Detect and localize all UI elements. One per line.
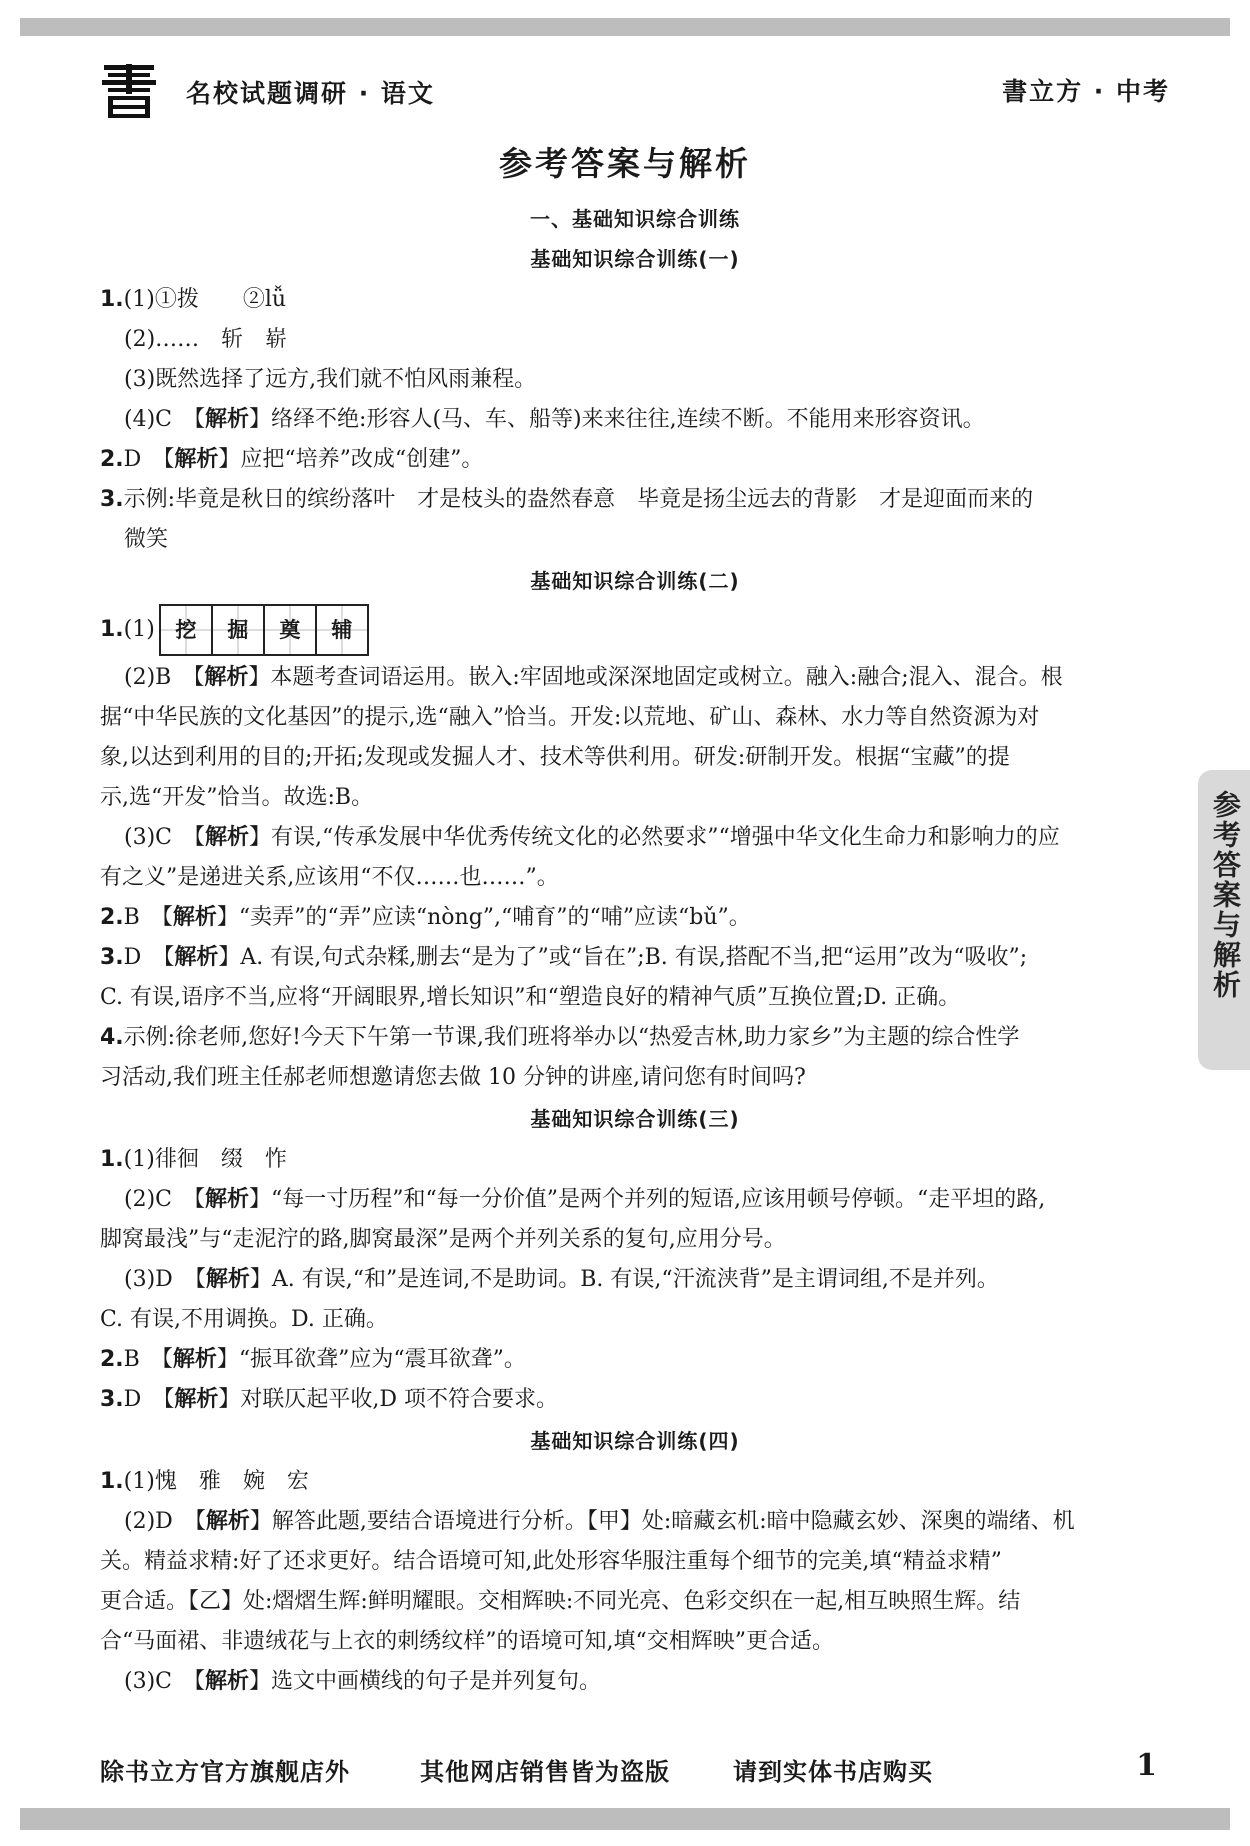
character-box: 奠 bbox=[265, 606, 317, 654]
footer-notice: 请到实体书店购买 bbox=[733, 1758, 933, 1786]
footer-notice: 除书立方官方旗舰店外 bbox=[100, 1758, 350, 1786]
analysis-text: 络绎不绝:形容人(马、车、船等)来来往往,连续不断。不能用来形容资讯。 bbox=[271, 407, 985, 432]
analysis-text: A. 有误,句式杂糅,删去“是为了”或“旨在”;B. 有误,搭配不当,把“运用”改为“吸收”; bbox=[240, 945, 1028, 970]
answer-choice: (4)C bbox=[124, 407, 194, 432]
answer-choice: (2)C bbox=[124, 1187, 194, 1212]
answer-line: 示,选“开发”恰当。故选:B。 bbox=[100, 785, 374, 810]
answer-line: C. 有误,不用调换。D. 正确。 bbox=[100, 1307, 388, 1332]
exercise-heading: 基础知识综合训练(二) bbox=[530, 569, 740, 593]
answer-line: 有之义”是递进关系,应该用“不仅……也……”。 bbox=[100, 865, 559, 890]
analysis-tag: 【解析】 bbox=[194, 1187, 272, 1212]
page-number: 1 bbox=[1136, 1748, 1158, 1783]
analysis-tag: 【解析】 bbox=[193, 665, 271, 690]
answer-line: C. 有误,语序不当,应将“开阔眼界,增长知识”和“塑造良好的精神气质”互换位置;D. 正确。 bbox=[100, 985, 961, 1010]
answer-line bbox=[100, 1462, 1170, 1502]
answer-choice: (3)C bbox=[124, 825, 194, 850]
answer-line bbox=[100, 1140, 1170, 1180]
question-number: 2. bbox=[100, 447, 124, 472]
answer-text: (1) bbox=[123, 617, 155, 642]
answer-line bbox=[100, 818, 1170, 858]
question-number: 3. bbox=[100, 945, 124, 970]
analysis-text: 应把“培养”改成“创建”。 bbox=[240, 447, 484, 472]
question-number: 1. bbox=[100, 1147, 124, 1172]
analysis-text: 解答此题,要结合语境进行分析。【甲】处:暗藏玄机:暗中隐藏玄妙、深奥的端绪、机 bbox=[271, 1509, 1075, 1534]
answer-choice: (2)B bbox=[124, 665, 194, 690]
analysis-tag: 【解析】 bbox=[194, 407, 272, 432]
answer-line bbox=[100, 1380, 1170, 1420]
analysis-tag: 【解析】 bbox=[161, 1347, 239, 1372]
answer-line: 脚窝最浅”与“走泥泞的路,脚窝最深”是两个并列关系的复句,应用分号。 bbox=[100, 1227, 786, 1252]
side-section-tab bbox=[1198, 770, 1250, 1070]
character-box: 辅 bbox=[317, 606, 367, 654]
answer-line bbox=[100, 1662, 1170, 1702]
answer-line: 习活动,我们班主任郝老师想邀请您去做 10 分钟的讲座,请问您有时间吗? bbox=[100, 1065, 806, 1090]
answer-choice: (2)D bbox=[124, 1509, 195, 1534]
page-header bbox=[100, 62, 1170, 122]
question-number: 1. bbox=[100, 287, 124, 312]
brand-name: 書立方 · 中考 bbox=[1002, 77, 1170, 106]
analysis-text: 本题考查词语运用。嵌入:牢固地或深深地固定或树立。融入:融合;混入、混合。根 bbox=[270, 665, 1063, 690]
answer-text: 示例:毕竟是秋日的缤纷落叶 才是枝头的盎然春意 毕竟是扬尘远去的背影 才是迎面而来的 bbox=[123, 487, 1034, 512]
analysis-text: 有误,“传承发展中华优秀传统文化的必然要求”“增强中华文化生命力和影响力的应 bbox=[271, 825, 1060, 850]
analysis-text: “卖弄”的“弄”应读“nòng”,“哺育”的“哺”应读“bǔ”。 bbox=[238, 905, 751, 930]
answer-text: (1)①拨 ②lǚ bbox=[123, 287, 287, 312]
answer-line: (2)…… 斩 崭 bbox=[124, 327, 288, 352]
page-title: 参考答案与解析 bbox=[499, 144, 751, 183]
answer-choice: B bbox=[123, 905, 162, 930]
exercise-heading: 基础知识综合训练(一) bbox=[530, 247, 740, 271]
question-number: 3. bbox=[100, 1387, 124, 1412]
analysis-tag: 【解析】 bbox=[161, 905, 239, 930]
answer-line bbox=[100, 1502, 1170, 1542]
answer-line bbox=[100, 898, 1170, 938]
answer-choice: D bbox=[123, 945, 164, 970]
answer-line: 合“马面裙、非遗绒花与上衣的刺绣纹样”的语境可知,填“交相辉映”更合适。 bbox=[100, 1629, 834, 1654]
answer-line bbox=[100, 602, 1170, 658]
answer-line bbox=[100, 1018, 1170, 1058]
answer-line bbox=[100, 1260, 1170, 1300]
exercise-heading: 基础知识综合训练(四) bbox=[530, 1429, 740, 1453]
analysis-tag: 【解析】 bbox=[194, 1509, 272, 1534]
question-number: 1. bbox=[100, 1469, 124, 1494]
section-heading: 一、基础知识综合训练 bbox=[530, 207, 740, 231]
answer-line bbox=[100, 1340, 1170, 1380]
answer-choice: (3)D bbox=[124, 1267, 195, 1292]
answer-line bbox=[100, 440, 1170, 480]
answer-line: 更合适。【乙】处:熠熠生辉:鲜明耀眼。交相辉映:不同光亮、色彩交织在一起,相互映照生辉。结 bbox=[100, 1589, 1021, 1614]
analysis-text: “每一寸历程”和“每一分价值”是两个并列的短语,应该用顿号停顿。“走平坦的路, bbox=[271, 1187, 1046, 1212]
question-number: 2. bbox=[100, 1347, 124, 1372]
character-box: 掘 bbox=[213, 606, 265, 654]
question-number: 4. bbox=[100, 1025, 124, 1050]
answer-line bbox=[100, 480, 1170, 520]
analysis-tag: 【解析】 bbox=[194, 825, 272, 850]
answer-text: (1)徘徊 缀 怍 bbox=[123, 1147, 287, 1172]
answer-choice: D bbox=[123, 447, 164, 472]
analysis-tag: 【解析】 bbox=[194, 1669, 272, 1694]
answer-line: 关。精益求精:好了还求更好。结合语境可知,此处形容华服注重每个细节的完美,填“精益求精” bbox=[100, 1549, 1002, 1574]
answer-line bbox=[100, 400, 1170, 440]
answer-line: 微笑 bbox=[124, 527, 169, 552]
answer-line: 象,以达到利用的目的;开拓;发现或发掘人才、技术等供利用。研发:研制开发。根据“宝藏”的提 bbox=[100, 745, 1010, 770]
answer-choice: (3)C bbox=[124, 1669, 194, 1694]
answer-line bbox=[100, 280, 1170, 320]
analysis-tag: 【解析】 bbox=[194, 1267, 272, 1292]
series-title: 名校试题调研 · 语文 bbox=[186, 79, 435, 108]
answer-text: 示例:徐老师,您好!今天下午第一节课,我们班将举办以“热爱吉林,助力家乡”为主题的综合性学 bbox=[123, 1025, 1020, 1050]
shu-logo-icon bbox=[100, 62, 158, 120]
analysis-text: 选文中画横线的句子是并列复句。 bbox=[271, 1669, 602, 1694]
footer-notice: 其他网店销售皆为盗版 bbox=[420, 1758, 670, 1786]
answer-line: 据“中华民族的文化基因”的提示,选“融入”恰当。开发:以荒地、矿山、森林、水力等自然资源为对 bbox=[100, 705, 1040, 730]
exercise-heading: 基础知识综合训练(三) bbox=[530, 1107, 740, 1131]
question-number: 2. bbox=[100, 905, 124, 930]
analysis-text: 对联仄起平收,D 项不符合要求。 bbox=[240, 1387, 558, 1412]
answer-line bbox=[100, 938, 1170, 978]
analysis-text: “振耳欲聋”应为“震耳欲聋”。 bbox=[238, 1347, 526, 1372]
answer-line: (3)既然选择了远方,我们就不怕风雨兼程。 bbox=[124, 367, 537, 392]
character-box: 挖 bbox=[161, 606, 213, 654]
answer-line bbox=[100, 658, 1170, 698]
top-border-bar bbox=[20, 18, 1230, 36]
analysis-tag: 【解析】 bbox=[163, 447, 241, 472]
side-tab-label: 参考答案与解析 bbox=[1209, 790, 1242, 1000]
analysis-text: A. 有误,“和”是连词,不是助词。B. 有误,“汗流浃背”是主谓词组,不是并列。 bbox=[271, 1267, 999, 1292]
answer-choice: B bbox=[123, 1347, 162, 1372]
answer-line bbox=[100, 1180, 1170, 1220]
question-number: 3. bbox=[100, 487, 124, 512]
answer-content bbox=[100, 200, 1170, 1702]
answer-choice: D bbox=[123, 1387, 164, 1412]
bottom-border-bar bbox=[20, 1808, 1230, 1830]
analysis-tag: 【解析】 bbox=[163, 1387, 241, 1412]
character-grid bbox=[159, 604, 369, 656]
analysis-tag: 【解析】 bbox=[163, 945, 241, 970]
question-number: 1. bbox=[100, 617, 124, 642]
answer-text: (1)愧 雅 婉 宏 bbox=[123, 1469, 309, 1494]
